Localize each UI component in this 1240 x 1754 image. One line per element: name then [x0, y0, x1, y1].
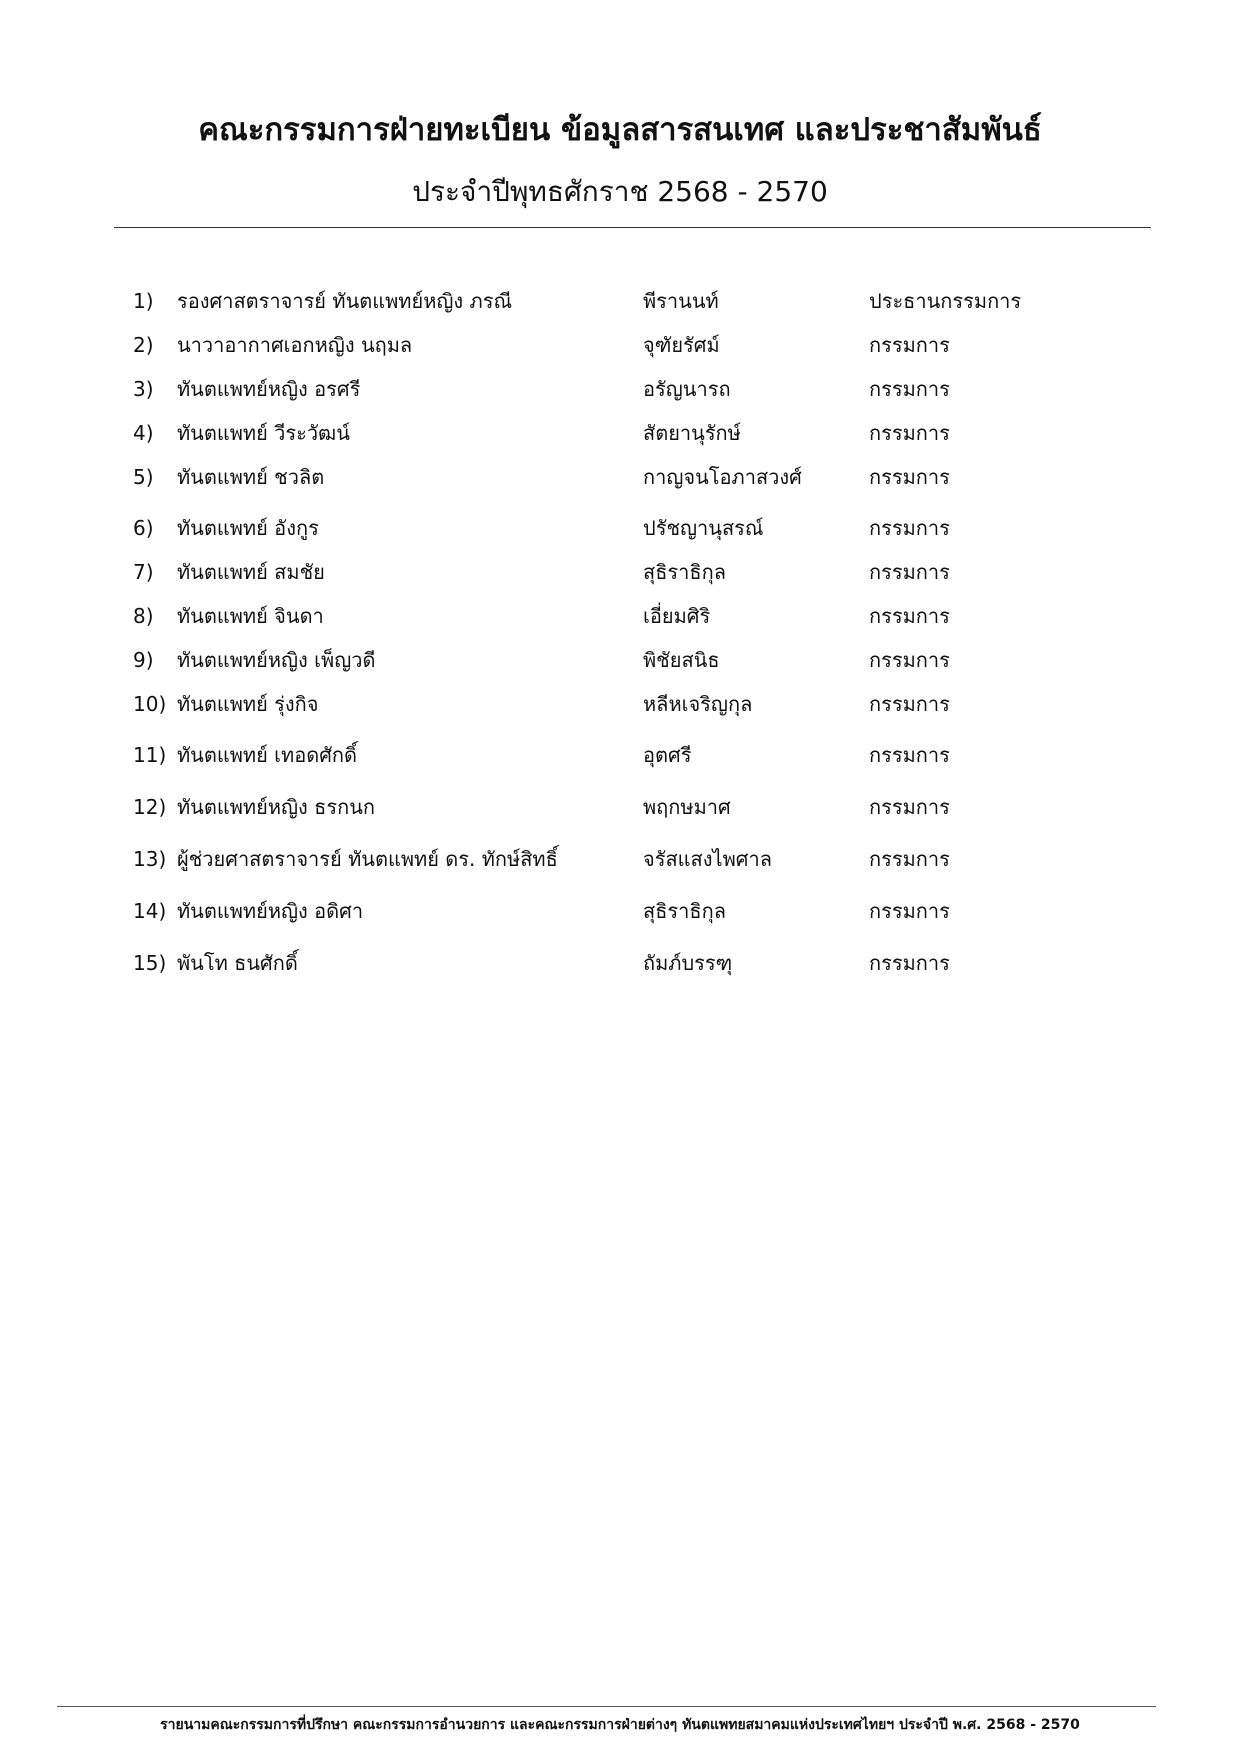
member-role: ประธานกรรมการ	[869, 289, 1022, 313]
member-number: 8)	[133, 604, 154, 628]
member-name: ทันตแพทย์หญิง ธรกนก	[177, 795, 376, 819]
member-role: กรรมการ	[869, 333, 950, 357]
member-role: กรรมการ	[869, 899, 950, 923]
member-number: 9)	[133, 648, 154, 672]
member-surname: เอี่ยมศิริ	[643, 604, 711, 628]
member-role: กรรมการ	[869, 743, 950, 767]
member-row	[0, 790, 1240, 824]
member-row	[0, 284, 1240, 318]
member-number: 10)	[133, 692, 167, 716]
member-role: กรรมการ	[869, 648, 950, 672]
member-surname: ถัมภ์บรรฑุ	[643, 951, 733, 975]
member-row	[0, 460, 1240, 494]
member-surname: สุธิราธิกุล	[643, 899, 726, 923]
member-role: กรรมการ	[869, 560, 950, 584]
member-surname: พีรานนท์	[643, 289, 719, 313]
member-number: 11)	[133, 743, 167, 767]
member-name: ทันตแพทย์ จินดา	[177, 604, 324, 628]
page-title: คณะกรรมการฝ่ายทะเบียน ข้อมูลสารสนเทศ และประชาสัมพันธ์	[198, 112, 1042, 148]
member-row	[0, 738, 1240, 772]
member-row	[0, 842, 1240, 876]
member-number: 3)	[133, 377, 154, 401]
member-role: กรรมการ	[869, 516, 950, 540]
member-surname: พฤกษมาศ	[643, 795, 731, 819]
member-name: ทันตแพทย์ เทอดศักดิ์	[177, 743, 357, 767]
member-number: 14)	[133, 899, 167, 923]
member-role: กรรมการ	[869, 465, 950, 489]
member-number: 4)	[133, 421, 154, 445]
member-row	[0, 643, 1240, 677]
member-number: 6)	[133, 516, 154, 540]
member-name: ทันตแพทย์ วีระวัฒน์	[177, 421, 350, 445]
member-row	[0, 599, 1240, 633]
member-role: กรรมการ	[869, 692, 950, 716]
member-name: รองศาสตราจารย์ ทันตแพทย์หญิง ภรณี	[177, 289, 513, 313]
member-row	[0, 894, 1240, 928]
member-surname: จุฑัยรัศม์	[643, 333, 720, 357]
member-role: กรรมการ	[869, 604, 950, 628]
member-name: ทันตแพทย์ ชวลิต	[177, 465, 325, 489]
member-name: ทันตแพทย์ รุ่งกิจ	[177, 692, 319, 716]
member-row	[0, 555, 1240, 589]
member-number: 15)	[133, 951, 167, 975]
footer-text: รายนามคณะกรรมการที่ปรึกษา คณะกรรมการอำนวยการ และคณะกรรมการฝ่ายต่างๆ ทันตแพทยสมาคมแห่งประเทศไทยฯ ประจำปี พ.ศ. 2568 - 2570	[160, 1717, 1080, 1733]
member-row	[0, 416, 1240, 450]
member-row	[0, 372, 1240, 406]
member-number: 12)	[133, 795, 167, 819]
member-name: ทันตแพทย์ อังกูร	[177, 516, 319, 540]
member-role: กรรมการ	[869, 847, 950, 871]
member-surname: อรัญนารถ	[643, 377, 731, 401]
member-surname: จรัสแสงไพศาล	[643, 847, 772, 871]
member-row	[0, 946, 1240, 980]
member-surname: อุตศรี	[643, 743, 692, 767]
member-surname: กาญจนโอภาสวงศ์	[643, 465, 802, 489]
member-number: 13)	[133, 847, 167, 871]
member-row	[0, 328, 1240, 362]
member-role: กรรมการ	[869, 795, 950, 819]
member-name: ทันตแพทย์หญิง อดิศา	[177, 899, 364, 923]
member-name: ทันตแพทย์หญิง อรศรี	[177, 377, 361, 401]
member-name: ผู้ช่วยศาสตราจารย์ ทันตแพทย์ ดร. ทักษ์สิทธิ์	[177, 847, 558, 871]
member-name: พันโท ธนศักดิ์	[177, 951, 298, 975]
member-name: ทันตแพทย์หญิง เพ็ญวดี	[177, 648, 376, 672]
member-role: กรรมการ	[869, 421, 950, 445]
member-number: 5)	[133, 465, 154, 489]
member-surname: พิชัยสนิธ	[643, 648, 720, 672]
member-row	[0, 687, 1240, 721]
member-name: นาวาอากาศเอกหญิง นฤมล	[177, 333, 413, 357]
member-number: 1)	[133, 289, 154, 313]
member-number: 7)	[133, 560, 154, 584]
member-surname: สุธิราธิกุล	[643, 560, 726, 584]
member-role: กรรมการ	[869, 377, 950, 401]
member-number: 2)	[133, 333, 154, 357]
member-row	[0, 511, 1240, 545]
footer-divider	[57, 1706, 1156, 1707]
member-name: ทันตแพทย์ สมชัย	[177, 560, 325, 584]
member-role: กรรมการ	[869, 951, 950, 975]
member-surname: หลีหเจริญกุล	[643, 692, 753, 716]
member-surname: สัตยานุรักษ์	[643, 421, 741, 445]
member-surname: ปรัชญานุสรณ์	[643, 516, 764, 540]
page-subtitle: ประจำปีพุทธศักราช 2568 - 2570	[412, 175, 828, 208]
